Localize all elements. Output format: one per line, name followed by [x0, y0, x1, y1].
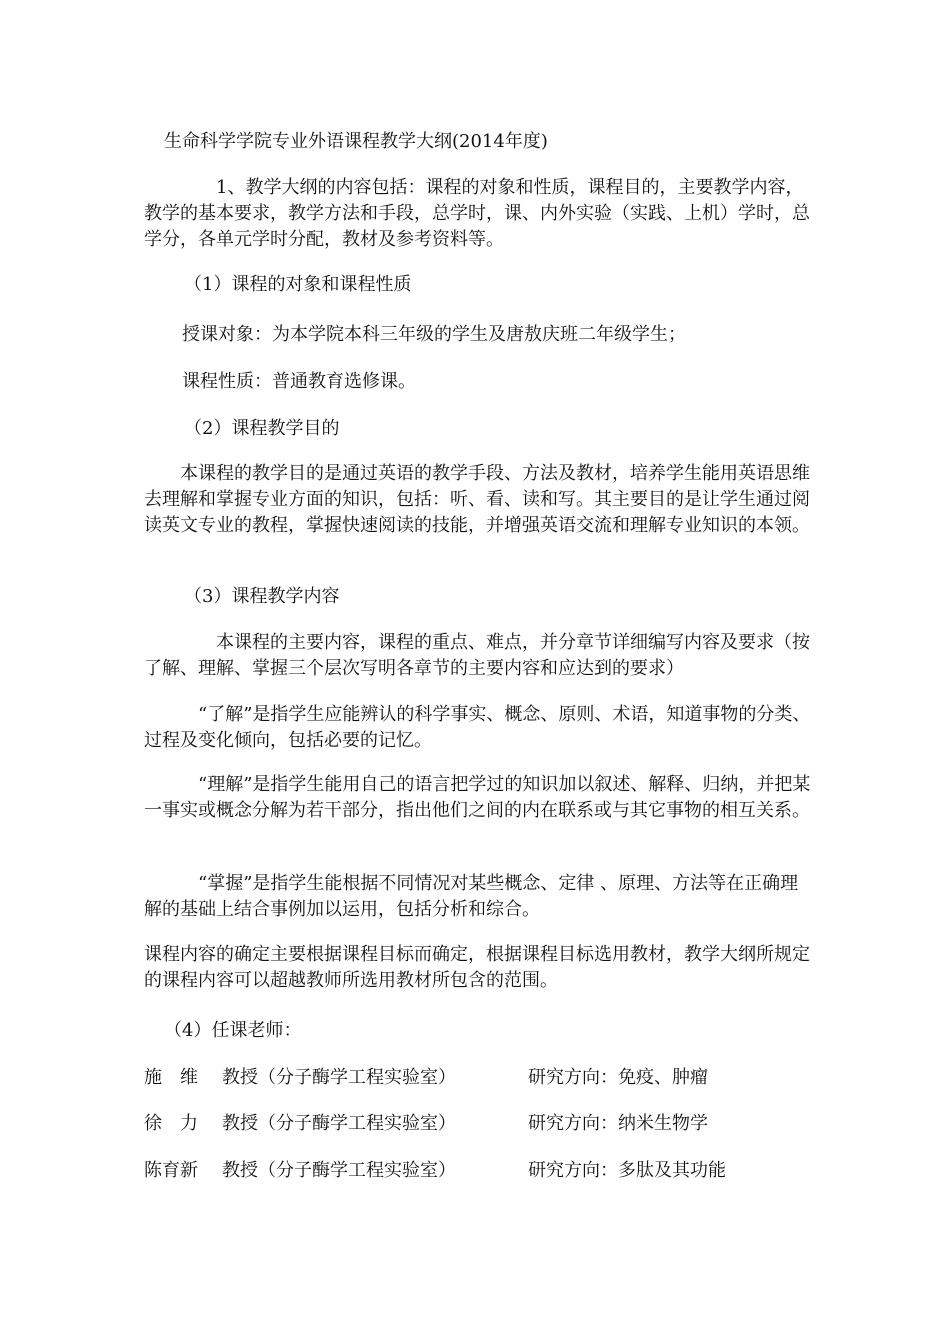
course-audience: 授课对象：为本学院本科三年级的学生及唐敖庆班二年级学生； — [182, 324, 686, 345]
section-3-heading: （3）课程教学内容 — [184, 586, 340, 607]
section-3-paragraph-4: “掌握”是指学生能根据不同情况对某些概念、定律 、原理、方法等在正确理解的基础上结合事例加以运用，包括分析和综合。 — [144, 873, 799, 920]
teacher-row — [144, 1156, 726, 1182]
teacher-research: 研究方向：免疫、肿瘤 — [528, 1067, 708, 1088]
section-4-heading: （4）任课老师： — [164, 1020, 302, 1041]
section-2-body: 本课程的教学目的是通过英语的教学手段、方法及教材，培养学生能用英语思维去理解和掌握专业方面的知识，包括：听、看、读和写。其主要目的是让学生通过阅读英文专业的教程，掌握快速阅读的技能，并增强英语交流和理解专业知识的本领。 — [144, 463, 810, 536]
teacher-title: 教授（分子酶学工程实验室） — [222, 1113, 456, 1134]
teacher-title: 教授（分子酶学工程实验室） — [222, 1160, 456, 1181]
teacher-name: 徐 力 — [144, 1113, 198, 1134]
section-2-heading: （2）课程教学目的 — [184, 418, 340, 439]
document-title: 生命科学学院专业外语课程教学大纲(2014年度) — [164, 131, 548, 152]
teacher-name: 陈育新 — [144, 1160, 198, 1181]
intro-paragraph: 1、教学大纲的内容包括：课程的对象和性质，课程目的，主要教学内容，教学的基本要求，教学方法和手段，总学时，课、内外实验（实践、上机）学时，总学分，各单元学时分配，教材及参考资料等。 — [144, 177, 810, 250]
teacher-title: 教授（分子酶学工程实验室） — [222, 1067, 456, 1088]
section-3-paragraph-5: 课程内容的确定主要根据课程目标而确定，根据课程目标选用教材，教学大纲所规定的课程内容可以超越教师所选用教材所包含的范围。 — [144, 944, 810, 991]
teacher-row — [144, 1063, 708, 1089]
course-nature: 课程性质：普通教育选修课。 — [182, 371, 416, 392]
section-3-paragraph-3: “理解”是指学生能用自己的语言把学过的知识加以叙述、解释、归纳，并把某一事实或概念分解为若干部分，指出他们之间的内在联系或与其它事物的相互关系。 — [144, 774, 811, 821]
teacher-row — [144, 1109, 708, 1135]
teacher-research: 研究方向：纳米生物学 — [528, 1113, 708, 1134]
teacher-research: 研究方向：多肽及其功能 — [528, 1160, 726, 1181]
teacher-name: 施 维 — [144, 1067, 198, 1088]
section-1-heading: （1）课程的对象和课程性质 — [184, 274, 412, 295]
section-3-paragraph-1: 本课程的主要内容，课程的重点、难点，并分章节详细编写内容及要求（按了解、理解、掌握三个层次写明各章节的主要内容和应达到的要求） — [144, 632, 810, 679]
section-3-paragraph-2: “了解”是指学生应能辨认的科学事实、概念、原则、术语，知道事物的分类、过程及变化倾向，包括必要的记忆。 — [144, 704, 811, 751]
